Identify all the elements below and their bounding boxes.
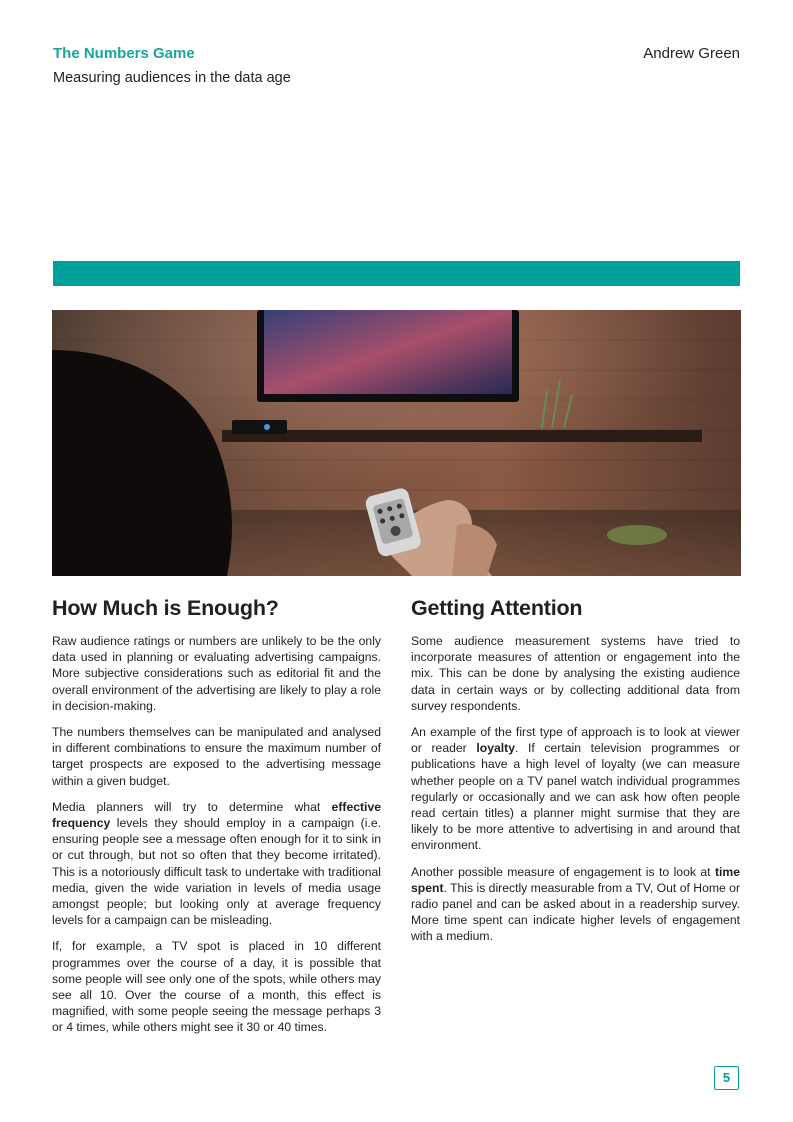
accent-bar <box>53 261 740 286</box>
right-heading: Getting Attention <box>411 596 583 620</box>
page-number: 5 <box>714 1066 739 1090</box>
right-paragraph-2 <box>411 724 740 854</box>
term-loyalty: loyalty <box>476 741 515 756</box>
right-p3-text-b: . This is directly measurable from a TV, Out of Home or radio panel and can be asked about in a readership survey. More time spent can indicate higher levels of engagement with a medium. <box>411 880 740 944</box>
tv-remote-photo <box>52 310 741 576</box>
right-p3-text-a: Another possible measure of engagement is to look at <box>411 864 715 879</box>
left-p3-text-b: levels they should employ in a campaign (i.e. ensuring people see a message often enough for it to sink in or cut through, but not so often that they become irritated). This is a notoriously difficult task to undertake with traditional media, given the wide variation in levels of media usage amongst people; but looking only at average frequency levels for a campaign can be misleading. <box>52 816 381 928</box>
right-column <box>411 596 740 955</box>
series-title: The Numbers Game <box>53 45 195 62</box>
right-p2-text-b: . If certain television programmes or publications have a high level of loyalty (we can measure whether people on a TV panel watch individual programmes regularly or occasionally and we can ask how often people read certain titles) a planner might surmise that they are likely to be more attentive to advertising in and around that environment. <box>411 741 740 853</box>
left-paragraph-1: Raw audience ratings or numbers are unlikely to be the only data used in planning or evaluating advertising campaigns. More subjective considerations such as editorial fit and the overall environment of the advertising are likely to play a role in decision-making. <box>52 634 381 713</box>
left-heading: How Much is Enough? <box>52 596 279 620</box>
right-paragraph-1: Some audience measurement systems have tried to incorporate measures of attention or engagement into the mix. This can be done by analysing the existing audience data in certain ways or by collecting additional data from survey respondents. <box>411 634 740 713</box>
left-paragraph-4: If, for example, a TV spot is placed in 10 different programmes over the course of a day, it is possible that some people will see only one of the spots, while others may see all 10. Over the course of a month, this effect is magnified, with some people seeing the message perhaps 3 or 4 times, while others might see it 30 or 40 times. <box>52 939 381 1035</box>
left-paragraph-2: The numbers themselves can be manipulated and analysed in different combinations to ensure the maximum number of target prospects are exposed to the advertising message within a given budget. <box>52 725 381 788</box>
right-p2-text-a: An example of the first type of approach is to look at viewer or reader <box>411 725 740 756</box>
photo-illustration <box>52 310 741 576</box>
left-paragraph-3 <box>52 799 381 929</box>
author-name: Andrew Green <box>643 45 740 62</box>
term-effective-frequency: effective frequency <box>52 799 381 831</box>
term-time-spent: time spent <box>411 864 740 895</box>
right-paragraph-3 <box>411 864 740 945</box>
left-p3-text-a: Media planners will try to determine what <box>52 799 332 814</box>
series-subtitle: Measuring audiences in the data age <box>53 70 291 86</box>
left-column <box>52 596 381 1046</box>
